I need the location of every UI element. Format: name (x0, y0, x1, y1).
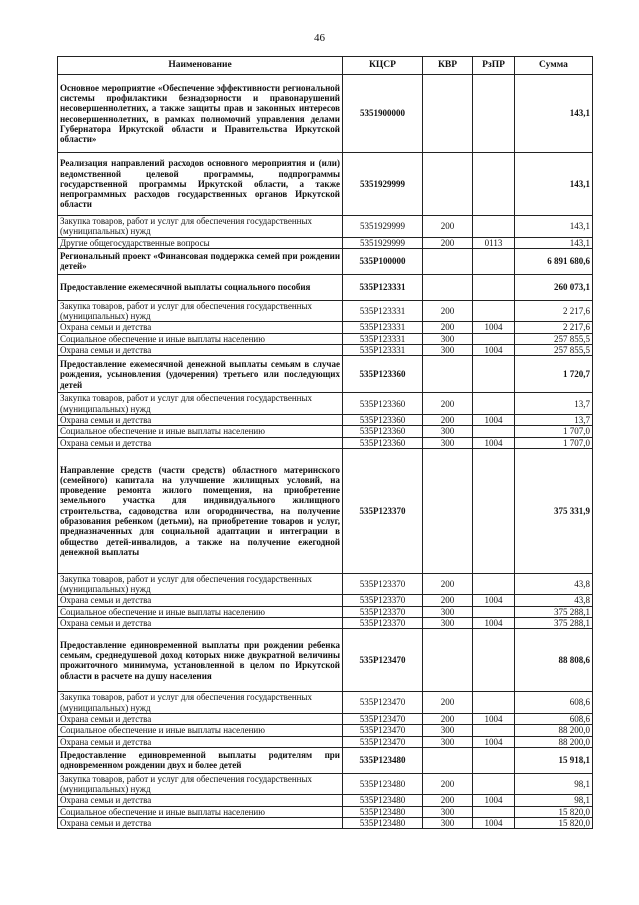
table-row (58, 437, 593, 448)
cell-kcsr: 535P123480 (343, 747, 423, 773)
table-row (58, 606, 593, 617)
table-row (58, 595, 593, 606)
table-row (58, 692, 593, 714)
cell-kcsr: 535P123470 (343, 725, 423, 736)
cell-name: Предоставление единовременной выплаты родителям при одновременном рождении двух и более детей (58, 747, 343, 773)
cell-kvr: 200 (423, 795, 473, 806)
cell-name: Закупка товаров, работ и услуг для обеспечения государственных (муниципальных) нужд (58, 300, 343, 322)
cell-rzpr (473, 692, 515, 714)
cell-kcsr: 535P123470 (343, 629, 423, 692)
cell-kvr (423, 356, 473, 393)
cell-kvr (423, 448, 473, 573)
cell-kvr: 200 (423, 773, 473, 795)
cell-kcsr: 535P123470 (343, 713, 423, 724)
cell-kvr: 300 (423, 818, 473, 829)
cell-name: Закупка товаров, работ и услуг для обеспечения государственных (муниципальных) нужд (58, 393, 343, 415)
cell-name: Охрана семьи и детства (58, 818, 343, 829)
cell-sum: 1 707,0 (515, 426, 593, 437)
cell-kcsr: 5351900000 (343, 75, 423, 153)
table-row (58, 393, 593, 415)
cell-sum: 1 707,0 (515, 437, 593, 448)
budget-table (57, 56, 593, 829)
cell-kvr (423, 747, 473, 773)
cell-kvr (423, 629, 473, 692)
table-row (58, 725, 593, 736)
cell-sum: 143,1 (515, 237, 593, 248)
table-row (58, 153, 593, 216)
cell-kcsr: 535P123360 (343, 356, 423, 393)
cell-rzpr: 1004 (473, 713, 515, 724)
cell-sum: 88 200,0 (515, 736, 593, 747)
cell-rzpr (473, 629, 515, 692)
cell-kcsr: 535P123370 (343, 448, 423, 573)
cell-sum: 143,1 (515, 153, 593, 216)
cell-kcsr: 5351929999 (343, 153, 423, 216)
cell-name: Региональный проект «Финансовая поддержка семей при рождении детей» (58, 248, 343, 274)
cell-rzpr (473, 806, 515, 817)
cell-name: Направление средств (части средств) областного материнского (семейного) капитала на улучшение жилищных условий, на проведение ремонта жилого помещения, на приобретение земельного участка для индивидуального жилищного строительства, садоводства или огородничества, на получение образования ребенком (детьми), на приобретение товаров и услуг, предназначенных для социальной адаптации и интеграции в общество детей-инвалидов, а также на получение ежегодной денежной выплаты (58, 448, 343, 573)
cell-sum: 257 855,5 (515, 345, 593, 356)
cell-sum: 260 073,1 (515, 274, 593, 300)
table-row (58, 573, 593, 595)
table-row (58, 356, 593, 393)
cell-kcsr: 535P123360 (343, 414, 423, 425)
cell-sum: 15 820,0 (515, 818, 593, 829)
cell-rzpr: 0113 (473, 237, 515, 248)
cell-sum: 375 331,9 (515, 448, 593, 573)
cell-rzpr (473, 725, 515, 736)
cell-name: Социальное обеспечение и иные выплаты населению (58, 426, 343, 437)
cell-name: Другие общегосударственные вопросы (58, 237, 343, 248)
cell-rzpr (473, 356, 515, 393)
cell-name: Предоставление единовременной выплаты при рождении ребенка семьям, среднедушевой доход которых ниже двукратной величины прожиточного минимума, установленной в целом по Иркутской области в расчете на душу населения (58, 629, 343, 692)
cell-kvr: 300 (423, 426, 473, 437)
table-row (58, 333, 593, 344)
cell-kvr: 200 (423, 322, 473, 333)
cell-kcsr: 535P123331 (343, 274, 423, 300)
cell-sum: 608,6 (515, 713, 593, 724)
cell-kcsr: 535P123360 (343, 437, 423, 448)
cell-name: Охрана семьи и детства (58, 437, 343, 448)
cell-rzpr (473, 747, 515, 773)
cell-name: Охрана семьи и детства (58, 736, 343, 747)
cell-rzpr (473, 426, 515, 437)
cell-rzpr (473, 573, 515, 595)
cell-sum: 143,1 (515, 216, 593, 238)
table-row (58, 448, 593, 573)
header-name: Наименование (58, 57, 343, 75)
table-row (58, 426, 593, 437)
cell-kvr: 200 (423, 300, 473, 322)
table-row (58, 618, 593, 629)
header-sum: Сумма (515, 57, 593, 75)
cell-rzpr: 1004 (473, 595, 515, 606)
cell-rzpr (473, 448, 515, 573)
table-row (58, 806, 593, 817)
cell-sum: 15 918,1 (515, 747, 593, 773)
table-row (58, 747, 593, 773)
cell-kvr: 200 (423, 692, 473, 714)
table-row (58, 322, 593, 333)
cell-sum: 43,8 (515, 573, 593, 595)
cell-sum: 257 855,5 (515, 333, 593, 344)
cell-sum: 6 891 680,6 (515, 248, 593, 274)
cell-rzpr (473, 300, 515, 322)
cell-kvr (423, 153, 473, 216)
cell-kvr: 300 (423, 345, 473, 356)
cell-kcsr: 535P123331 (343, 322, 423, 333)
cell-kvr: 300 (423, 725, 473, 736)
cell-kvr: 200 (423, 573, 473, 595)
cell-name: Охрана семьи и детства (58, 618, 343, 629)
cell-kcsr: 5351929999 (343, 237, 423, 248)
cell-kvr: 300 (423, 618, 473, 629)
cell-kcsr: 535P123370 (343, 595, 423, 606)
cell-name: Закупка товаров, работ и услуг для обеспечения государственных (муниципальных) нужд (58, 573, 343, 595)
cell-rzpr (473, 773, 515, 795)
table-row (58, 237, 593, 248)
cell-rzpr: 1004 (473, 618, 515, 629)
table-row (58, 75, 593, 153)
cell-sum: 2 217,6 (515, 300, 593, 322)
cell-rzpr: 1004 (473, 818, 515, 829)
cell-sum: 88 808,6 (515, 629, 593, 692)
table-row (58, 216, 593, 238)
table-row (58, 736, 593, 747)
cell-name: Социальное обеспечение и иные выплаты населению (58, 606, 343, 617)
cell-kvr: 300 (423, 736, 473, 747)
cell-kcsr: 535P123331 (343, 345, 423, 356)
header-row (58, 57, 593, 75)
cell-kcsr: 535P123480 (343, 795, 423, 806)
cell-kvr: 300 (423, 333, 473, 344)
cell-kvr: 300 (423, 606, 473, 617)
cell-name: Охрана семьи и детства (58, 713, 343, 724)
cell-rzpr (473, 153, 515, 216)
cell-kcsr: 5351929999 (343, 216, 423, 238)
cell-sum: 143,1 (515, 75, 593, 153)
cell-name: Закупка товаров, работ и услуг для обеспечения государственных (муниципальных) нужд (58, 773, 343, 795)
cell-name: Охрана семьи и детства (58, 414, 343, 425)
cell-kvr: 200 (423, 713, 473, 724)
cell-name: Закупка товаров, работ и услуг для обеспечения государственных (муниципальных) нужд (58, 216, 343, 238)
table-row (58, 818, 593, 829)
cell-rzpr (473, 274, 515, 300)
cell-name: Социальное обеспечение и иные выплаты населению (58, 725, 343, 736)
cell-rzpr: 1004 (473, 414, 515, 425)
header-kcsr: КЦСР (343, 57, 423, 75)
cell-rzpr (473, 248, 515, 274)
cell-kvr (423, 248, 473, 274)
table-row (58, 300, 593, 322)
cell-kvr: 200 (423, 414, 473, 425)
cell-kcsr: 535P123470 (343, 736, 423, 747)
cell-sum: 43,8 (515, 595, 593, 606)
cell-sum: 13,7 (515, 414, 593, 425)
cell-rzpr (473, 75, 515, 153)
cell-rzpr (473, 606, 515, 617)
cell-rzpr: 1004 (473, 736, 515, 747)
cell-kcsr: 535P123370 (343, 606, 423, 617)
cell-kvr: 200 (423, 595, 473, 606)
table-row (58, 713, 593, 724)
header-kvr: КВР (423, 57, 473, 75)
page-number: 46 (314, 32, 325, 44)
table-row (58, 248, 593, 274)
cell-kcsr: 535P123370 (343, 618, 423, 629)
cell-kvr: 300 (423, 437, 473, 448)
cell-kvr (423, 274, 473, 300)
cell-name: Закупка товаров, работ и услуг для обеспечения государственных (муниципальных) нужд (58, 692, 343, 714)
cell-kcsr: 535P100000 (343, 248, 423, 274)
cell-name: Охрана семьи и детства (58, 595, 343, 606)
table-row (58, 795, 593, 806)
cell-name: Социальное обеспечение и иные выплаты населению (58, 333, 343, 344)
cell-kvr: 200 (423, 216, 473, 238)
cell-kcsr: 535P123331 (343, 333, 423, 344)
cell-name: Социальное обеспечение и иные выплаты населению (58, 806, 343, 817)
cell-kvr: 200 (423, 237, 473, 248)
cell-sum: 15 820,0 (515, 806, 593, 817)
cell-rzpr: 1004 (473, 345, 515, 356)
cell-sum: 2 217,6 (515, 322, 593, 333)
cell-name: Охрана семьи и детства (58, 345, 343, 356)
cell-rzpr: 1004 (473, 795, 515, 806)
cell-kcsr: 535P123480 (343, 773, 423, 795)
cell-name: Реализация направлений расходов основного мероприятия и (или) ведомственной целевой программы, подпрограммы государственной программы Иркутской области, а также непрограммных расходов государственных органов Иркутской области (58, 153, 343, 216)
cell-rzpr (473, 216, 515, 238)
cell-kcsr: 535P123331 (343, 300, 423, 322)
cell-kvr: 300 (423, 806, 473, 817)
cell-kcsr: 535P123480 (343, 806, 423, 817)
cell-sum: 608,6 (515, 692, 593, 714)
table-row (58, 773, 593, 795)
table-row (58, 414, 593, 425)
cell-rzpr: 1004 (473, 437, 515, 448)
cell-sum: 1 720,7 (515, 356, 593, 393)
cell-name: Основное мероприятие «Обеспечение эффективности региональной системы профилактики безнадзорности и правонарушений несовершеннолетних, а также защиты прав и законных интересов несовершеннолетних, в рамках полномочий управления делами Губернатора Иркутской области и Правительства Иркутской области» (58, 75, 343, 153)
cell-sum: 98,1 (515, 795, 593, 806)
cell-sum: 88 200,0 (515, 725, 593, 736)
cell-kcsr: 535P123360 (343, 393, 423, 415)
cell-kcsr: 535P123360 (343, 426, 423, 437)
cell-rzpr: 1004 (473, 322, 515, 333)
table-row (58, 629, 593, 692)
cell-rzpr (473, 393, 515, 415)
cell-name: Охрана семьи и детства (58, 322, 343, 333)
cell-sum: 98,1 (515, 773, 593, 795)
cell-rzpr (473, 333, 515, 344)
table-body (58, 75, 593, 829)
cell-kcsr: 535P123470 (343, 692, 423, 714)
table-row (58, 274, 593, 300)
cell-sum: 375 288,1 (515, 606, 593, 617)
cell-kcsr: 535P123370 (343, 573, 423, 595)
cell-sum: 13,7 (515, 393, 593, 415)
cell-kvr: 200 (423, 393, 473, 415)
header-rzpr: РзПР (473, 57, 515, 75)
table-row (58, 345, 593, 356)
cell-name: Охрана семьи и детства (58, 795, 343, 806)
cell-name: Предоставление ежемесячной денежной выплаты семьям в случае рождения, усыновления (удочерения) третьего или последующих детей (58, 356, 343, 393)
cell-sum: 375 288,1 (515, 618, 593, 629)
cell-kcsr: 535P123480 (343, 818, 423, 829)
cell-kvr (423, 75, 473, 153)
cell-name: Предоставление ежемесячной выплаты социального пособия (58, 274, 343, 300)
